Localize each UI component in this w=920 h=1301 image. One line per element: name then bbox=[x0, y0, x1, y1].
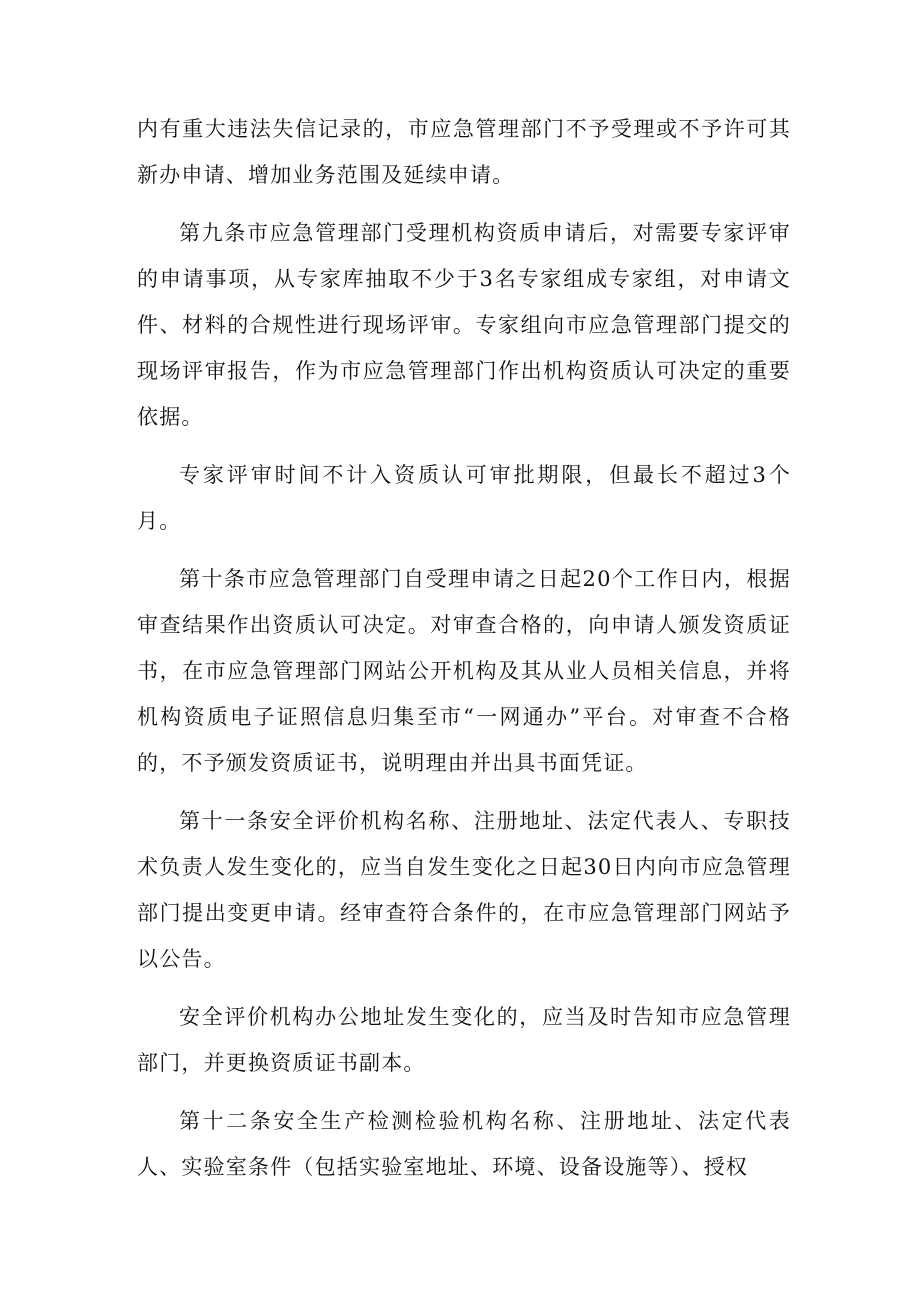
paragraph-expert-review-time: 专家评审时间不计入资质认可审批期限，但最长不超过3个月。 bbox=[137, 463, 791, 533]
paragraph-article-9: 第九条市应急管理部门受理机构资质申请后，对需要专家评审的申请事项，从专家库抽取不少于3名专家组成专家组，对申请文件、材料的合规性进行现场评审。专家组向市应急管理部门提交的现场评审报告，作为市应急管理部门作出机构资质认可决定的重要依据。 bbox=[137, 221, 791, 429]
paragraph-article-12: 第十二条安全生产检测检验机构名称、注册地址、法定代表人、实验室条件（包括实验室地址、环境、设备设施等）、授权 bbox=[137, 1109, 791, 1179]
paragraph-article-11: 第十一条安全评价机构名称、注册地址、法定代表人、专职技术负责人发生变化的，应当自发生变化之日起30日内向市应急管理部门提出变更申请。经审查符合条件的，在市应急管理部门网站予以公告。 bbox=[137, 809, 791, 971]
paragraph-office-address-change: 安全评价机构办公地址发生变化的，应当及时告知市应急管理部门，并更换资质证书副本。 bbox=[137, 1005, 791, 1075]
paragraph-article-10: 第十条市应急管理部门自受理申请之日起20个工作日内，根据审查结果作出资质认可决定。对审查合格的，向申请人颁发资质证书，在市应急管理部门网站公开机构及其从业人员相关信息，并将机构资质电子证照信息归集至市“一网通办”平台。对审查不合格的，不予颁发资质证书，说明理由并出具书面凭证。 bbox=[137, 567, 791, 775]
document-body bbox=[137, 106, 791, 1202]
paragraph-continuation: 内有重大违法失信记录的，市应急管理部门不予受理或不予许可其新办申请、增加业务范围及延续申请。 bbox=[137, 117, 791, 187]
